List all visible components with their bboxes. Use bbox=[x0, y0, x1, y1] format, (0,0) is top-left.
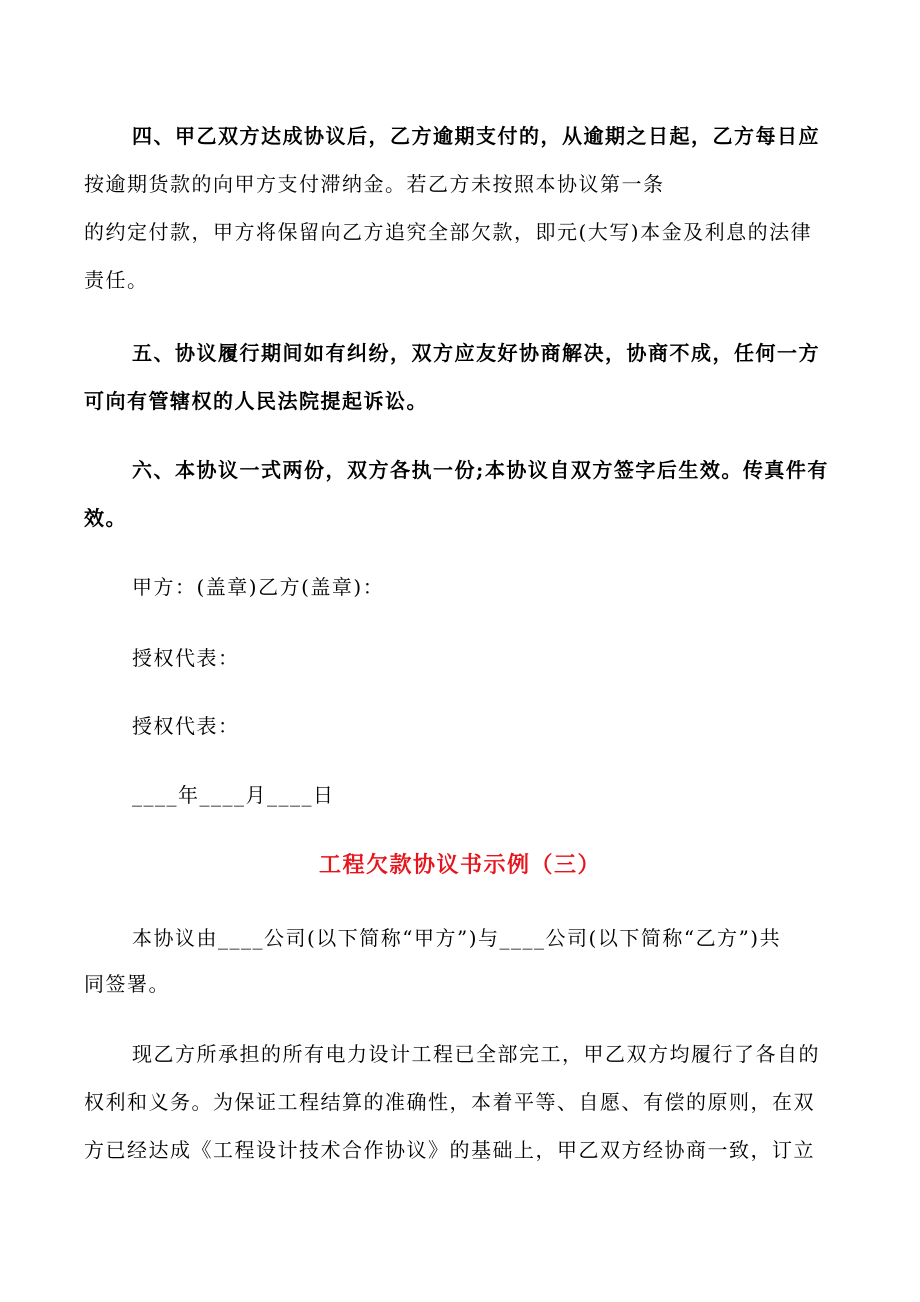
clause-4-line-3: 的约定付款，甲方将保留向乙方追究全部欠款，即元(大写)本金及利息的法律 bbox=[84, 220, 813, 244]
clause-6-line-2: 效。 bbox=[84, 506, 127, 530]
para-2-line-2: 权利和义务。为保证工程结算的准确性，本着平等、自愿、有偿的原则，在双 bbox=[84, 1090, 815, 1114]
clause-4-line-1: 四、甲乙双方达成协议后，乙方逾期支付的，从逾期之日起，乙方每日应 bbox=[132, 124, 820, 148]
authorized-rep-1: 授权代表： bbox=[132, 646, 240, 670]
section-title: 工程欠款协议书示例（三） bbox=[318, 852, 601, 878]
para-2-line-3: 方已经达成《工程设计技术合作协议》的基础上，甲乙双方经协商一致，订立 bbox=[84, 1138, 815, 1162]
clause-5-line-1: 五、协议履行期间如有纠纷，双方应友好协商解决，协商不成，任何一方 bbox=[132, 341, 820, 365]
intro-line-2: 同签署。 bbox=[84, 972, 170, 996]
authorized-rep-2: 授权代表： bbox=[132, 714, 240, 738]
clause-5-line-2: 可向有管辖权的人民法院提起诉讼。 bbox=[84, 389, 428, 413]
clause-4-line-4: 责任。 bbox=[84, 268, 149, 292]
signature-parties: 甲方：(盖章)乙方(盖章)： bbox=[132, 575, 385, 599]
clause-4-line-2: 按逾期货款的向甲方支付滞纳金。若乙方未按照本协议第一条 bbox=[84, 172, 665, 196]
intro-line-1: 本协议由____公司(以下简称“甲方”)与____公司(以下简称“乙方”)共 bbox=[132, 926, 782, 950]
signature-date: ____年____月____日 bbox=[132, 783, 335, 807]
para-2-line-1: 现乙方所承担的所有电力设计工程已全部完工，甲乙双方均履行了各自的 bbox=[132, 1042, 820, 1066]
clause-6-line-1: 六、本协议一式两份，双方各执一份;本协议自双方签字后生效。传真件有 bbox=[132, 458, 829, 482]
